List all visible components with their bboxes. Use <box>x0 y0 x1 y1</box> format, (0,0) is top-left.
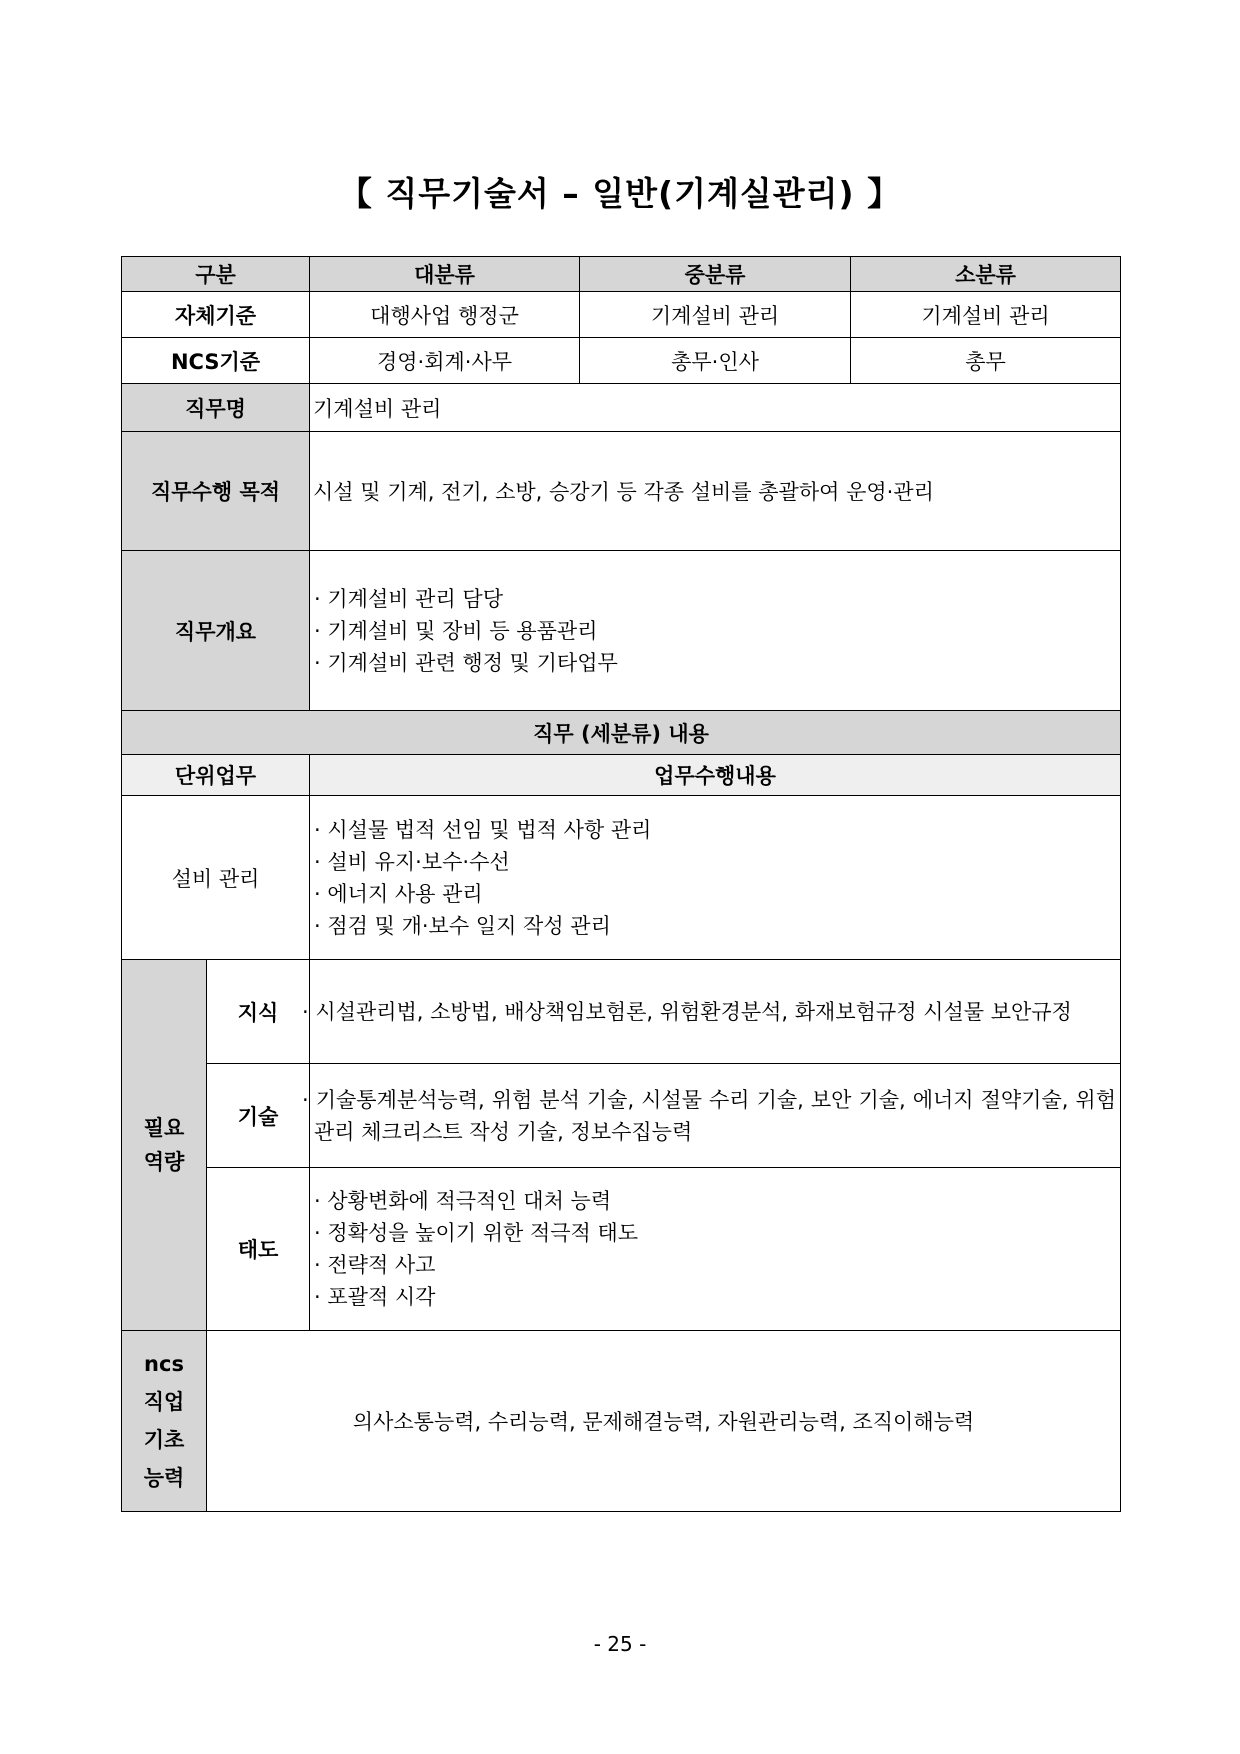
ncs-basic-label-line: ncs <box>144 1352 184 1376</box>
list-item: · 점검 및 개·보수 일지 작성 관리 <box>314 913 611 938</box>
duty-row <box>122 796 1121 960</box>
competency-skill-row <box>122 1064 1121 1168</box>
attitude-label: 태도 <box>207 1168 310 1331</box>
cell-internal-minor: 기계설비 관리 <box>851 292 1121 338</box>
list-item: · 정확성을 높이기 위한 적극적 태도 <box>314 1221 639 1245</box>
list-item: · 전략적 사고 <box>314 1253 436 1277</box>
header-minor: 소분류 <box>851 257 1121 292</box>
ncs-basic-label <box>122 1331 207 1512</box>
job-overview-list <box>310 551 1121 711</box>
knowledge-text: · 시설관리법, 소방법, 배상책임보험론, 위험환경분석, 화재보험규정 시설물 보안규정 <box>310 960 1121 1064</box>
list-item: · 설비 유지·보수·수선 <box>314 849 510 874</box>
ncs-basic-label-line: 능력 <box>143 1466 185 1490</box>
header-major: 대분류 <box>310 257 580 292</box>
list-item: · 기계설비 관련 행정 및 기타업무 <box>314 650 618 675</box>
list-item: · 기계설비 관리 담당 <box>314 586 504 611</box>
job-name-label: 직무명 <box>122 384 310 432</box>
header-middle: 중분류 <box>580 257 851 292</box>
duty-section-title-row <box>122 711 1121 755</box>
page-number: - 25 - <box>593 1632 647 1656</box>
row-label-internal: 자체기준 <box>122 292 310 338</box>
ncs-basic-row <box>122 1331 1121 1512</box>
classification-header-row <box>122 257 1121 292</box>
duty-content-list <box>310 796 1121 960</box>
skill-text: · 기술통계분석능력, 위험 분석 기술, 시설물 수리 기술, 보안 기술, 에너지 절약기술, 위험관리 체크리스트 작성 기술, 정보수집능력 <box>310 1064 1121 1168</box>
job-name-row <box>122 384 1121 432</box>
ncs-basic-value: 의사소통능력, 수리능력, 문제해결능력, 자원관리능력, 조직이해능력 <box>207 1331 1121 1512</box>
knowledge-label: 지식 <box>207 960 310 1064</box>
competency-attitude-row <box>122 1168 1121 1331</box>
competency-label-line2: 역량 <box>143 1150 185 1174</box>
list-item: · 기계설비 및 장비 등 용품관리 <box>314 618 598 643</box>
classification-row-ncs <box>122 338 1121 384</box>
job-overview-row <box>122 551 1121 711</box>
attitude-list <box>310 1168 1121 1331</box>
list-item: · 상황변화에 적극적인 대처 능력 <box>314 1189 612 1213</box>
header-category: 구분 <box>122 257 310 292</box>
ncs-basic-label-line: 직업 <box>143 1390 185 1414</box>
job-overview-label: 직무개요 <box>122 551 310 711</box>
job-description-table <box>121 256 1121 1512</box>
job-name-value: 기계설비 관리 <box>310 384 1121 432</box>
duty-header-row <box>122 755 1121 796</box>
cell-ncs-middle: 총무·인사 <box>580 338 851 384</box>
list-item: · 시설물 법적 선임 및 법적 사항 관리 <box>314 817 652 842</box>
job-purpose-row <box>122 432 1121 551</box>
duty-section-title: 직무 (세분류) 내용 <box>122 711 1121 755</box>
list-item: · 에너지 사용 관리 <box>314 881 483 906</box>
duty-col-unit-header: 단위업무 <box>122 755 310 796</box>
document-title: 【 직무기술서 – 일반(기계실관리) 】 <box>338 174 902 213</box>
duty-col-content-header: 업무수행내용 <box>310 755 1121 796</box>
job-purpose-label: 직무수행 목적 <box>122 432 310 551</box>
competency-knowledge-row <box>122 960 1121 1064</box>
skill-label: 기술 <box>207 1064 310 1168</box>
ncs-basic-label-line: 기초 <box>143 1428 185 1452</box>
cell-internal-middle: 기계설비 관리 <box>580 292 851 338</box>
row-label-ncs: NCS기준 <box>122 338 310 384</box>
duty-unit: 설비 관리 <box>122 796 310 960</box>
list-item: · 포괄적 시각 <box>314 1285 436 1309</box>
competency-label <box>122 960 207 1331</box>
cell-ncs-minor: 총무 <box>851 338 1121 384</box>
cell-ncs-major: 경영·회계·사무 <box>310 338 580 384</box>
classification-row-internal <box>122 292 1121 338</box>
job-purpose-value: 시설 및 기계, 전기, 소방, 승강기 등 각종 설비를 총괄하여 운영·관리 <box>310 432 1121 551</box>
cell-internal-major: 대행사업 행정군 <box>310 292 580 338</box>
competency-label-line1: 필요 <box>143 1116 185 1140</box>
